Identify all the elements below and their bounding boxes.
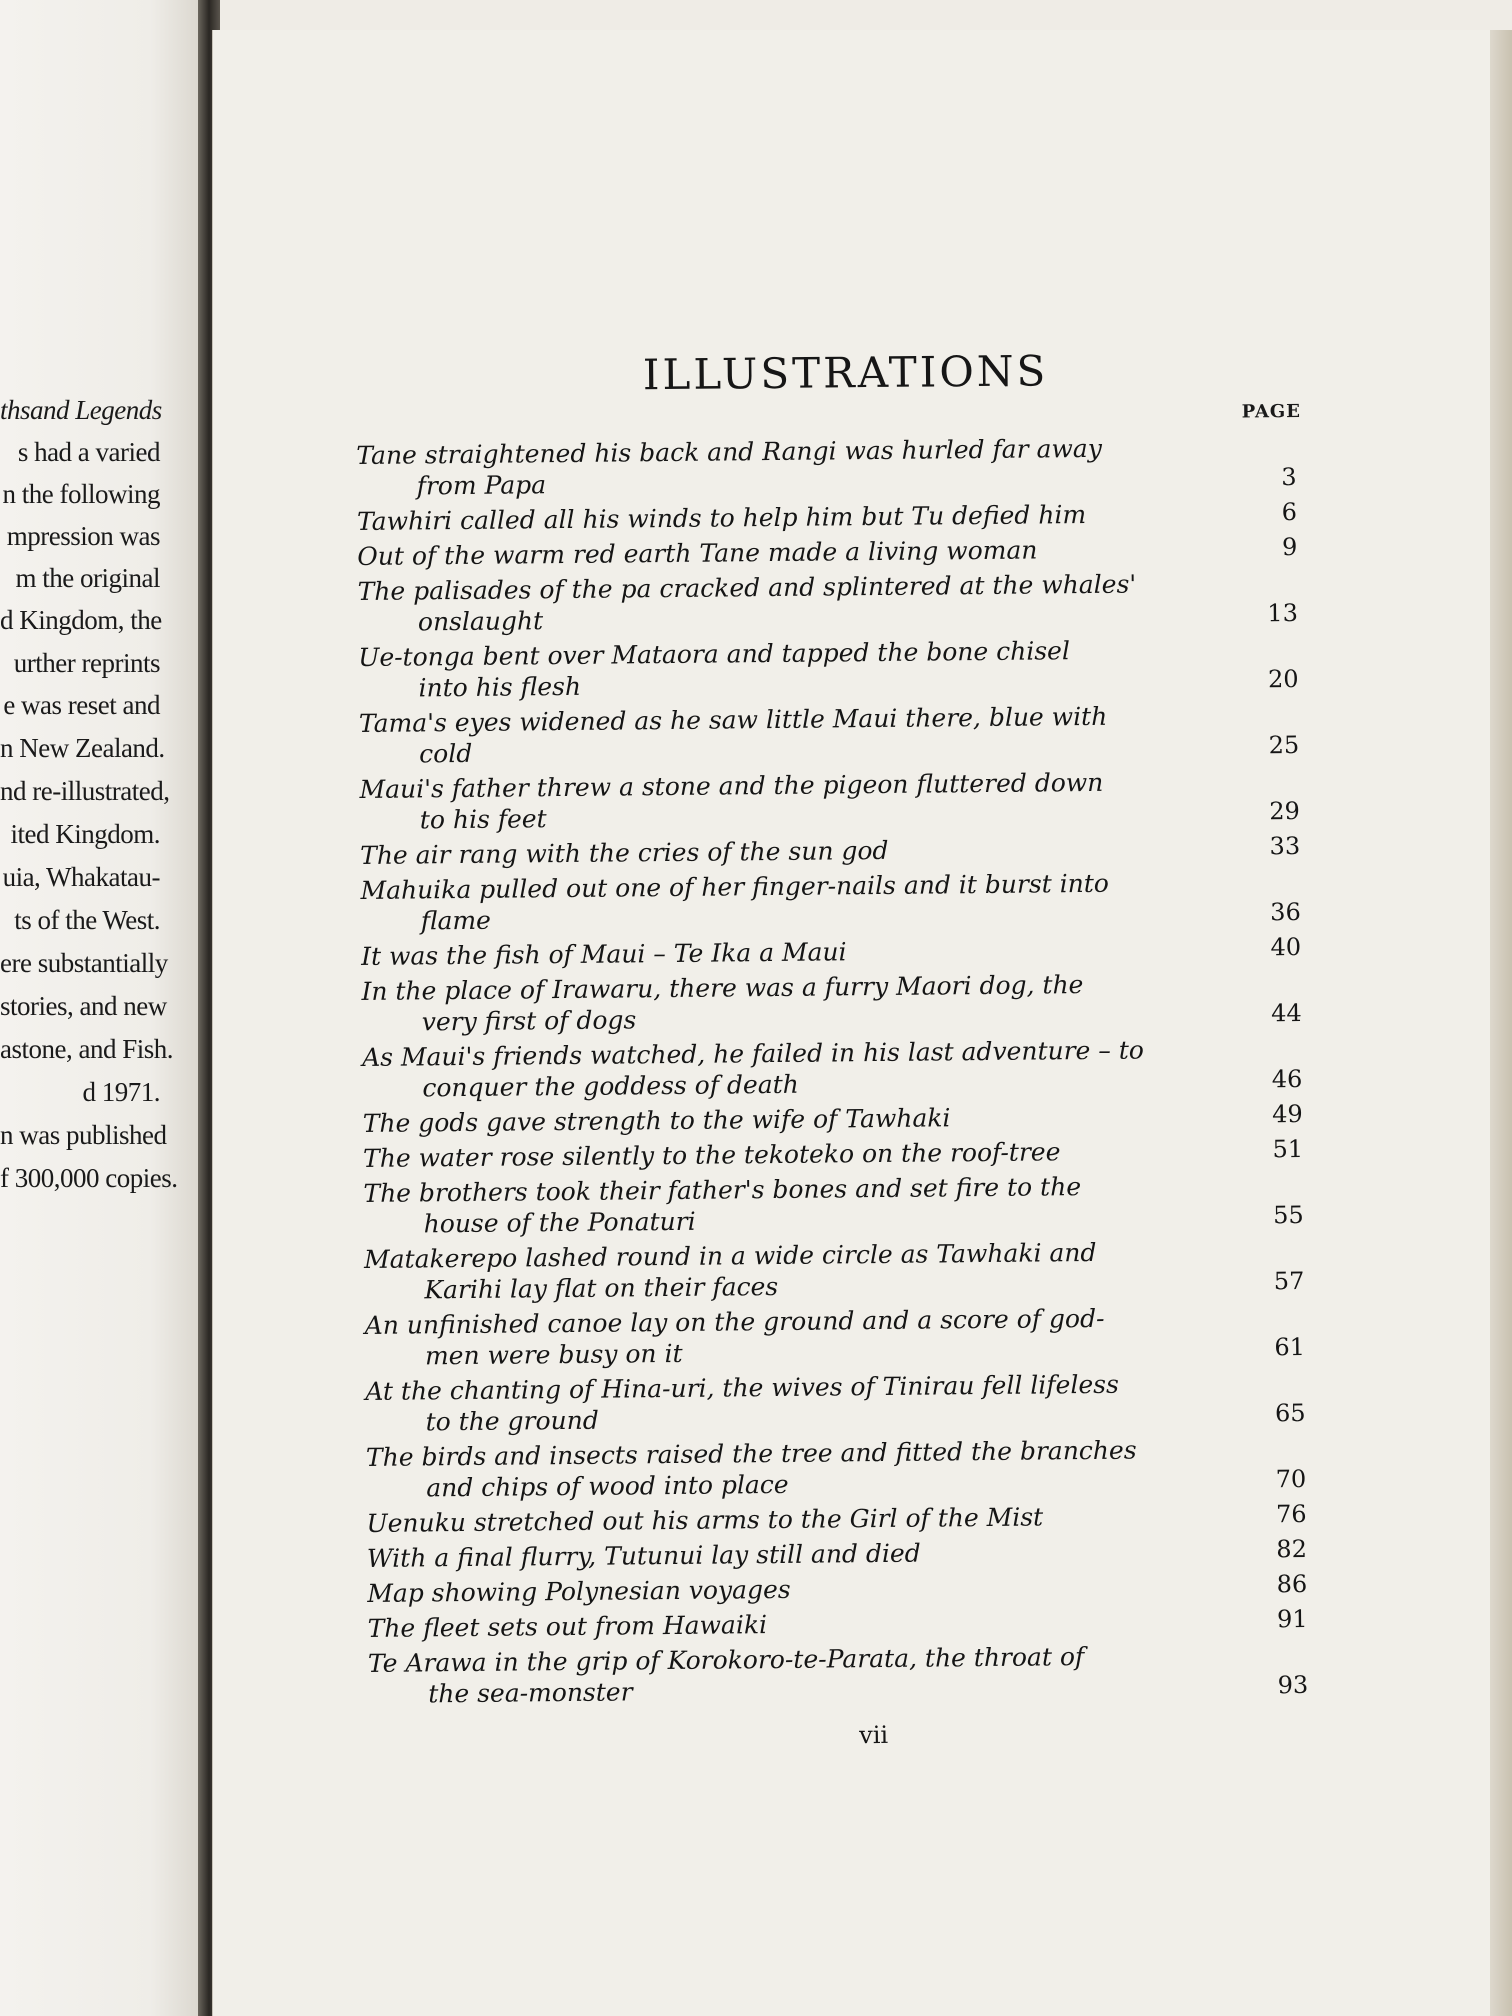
illustration-page-number: 51 [1272, 1134, 1304, 1164]
illustration-page-number: 9 [1281, 532, 1298, 562]
illustration-caption-line: The water rose silently to the tekoteko on the roof-tree [362, 1137, 1061, 1173]
illustration-caption-line: Te Arawa in the grip of Korokoro-te-Parata, the throat of [367, 1642, 1085, 1678]
facing-page-line: s had a varied [17, 437, 160, 467]
illustration-entry [366, 1433, 1307, 1504]
illustration-entry [358, 633, 1299, 704]
illustration-page-number: 46 [1271, 1064, 1303, 1094]
illustration-caption-line: The brothers took their father's bones and set fire to the [363, 1172, 1082, 1208]
illustration-caption-line: The birds and insects raised the tree and fitted the branches [365, 1435, 1137, 1472]
illustration-page-number: 13 [1267, 598, 1299, 628]
page-edge [1490, 30, 1512, 2016]
illustration-caption-line: to his feet [419, 804, 547, 835]
illustration-caption-line: and chips of wood into place [426, 1469, 789, 1503]
illustration-caption-line: In the place of Irawaru, there was a furry Maori dog, the [361, 970, 1084, 1006]
facing-page-line: n was published [0, 1120, 167, 1150]
illustration-caption-line: the sea-monster [428, 1677, 633, 1709]
facing-page-line: uia, Whakatau- [2, 862, 160, 892]
facing-page-line: urther reprints [13, 648, 160, 678]
illustration-caption-line: Ue-tonga bent over Mataora and tapped the bone chisel [358, 636, 1071, 672]
illustration-caption-line: Tawhiri called all his winds to help him but Tu defied him [356, 499, 1087, 536]
illustration-entry [362, 1033, 1303, 1104]
illustration-caption-line: Maui's father threw a stone and the pigeon fluttered down [359, 767, 1104, 804]
illustration-caption-line: The gods gave strength to the wife of Tawhaki [362, 1103, 951, 1138]
facing-page-line: ts of the West. [14, 905, 160, 935]
illustration-caption-line: Uenuku stretched out his arms to the Girl of the Mist [366, 1502, 1044, 1538]
illustration-entry [364, 1235, 1305, 1306]
illustration-caption-line: The palisades of the pa cracked and splintered at the whales' [357, 569, 1137, 606]
illustration-caption-line: The fleet sets out from Hawaiki [367, 1610, 768, 1643]
facing-page-line: n the following [2, 479, 160, 509]
illustration-page-number: 20 [1267, 664, 1299, 694]
illustration-page-number: 55 [1273, 1200, 1304, 1230]
illustration-caption-line: As Maui's friends watched, he failed in his last adventure – to [361, 1035, 1145, 1072]
illustration-entry [359, 765, 1300, 836]
illustration-page-number: 57 [1273, 1266, 1305, 1296]
illustration-page-number: 76 [1275, 1499, 1307, 1529]
illustration-entry [358, 567, 1299, 638]
facing-page-line: ited Kingdom. [10, 819, 160, 849]
illustration-caption-line: Mahuika pulled out one of her finger-nails and it burst into [360, 868, 1110, 905]
illustration-page-number: 91 [1276, 1604, 1308, 1634]
illustration-caption-line: into his flesh [418, 671, 582, 703]
illustration-page-number: 44 [1271, 998, 1302, 1028]
illustration-page-number: 86 [1276, 1569, 1308, 1599]
facing-page-line: e was reset and [3, 690, 160, 720]
illustration-caption-line: At the chanting of Hina-uri, the wives of Tinirau fell lifeless [365, 1369, 1119, 1406]
illustration-caption-line: Out of the warm red earth Tane made a living woman [357, 535, 1038, 571]
facing-page-line: d 1971. [82, 1077, 160, 1107]
page-folio: vii [859, 1720, 889, 1750]
facing-page-line: astone, and Fish. [0, 1034, 173, 1064]
illustration-caption-line: onslaught [417, 606, 544, 637]
facing-page-line: nd re-illustrated, [0, 776, 170, 806]
illustration-entry [359, 699, 1300, 770]
illustration-caption-line: to the ground [425, 1405, 599, 1437]
illustration-page-number: 33 [1269, 831, 1301, 861]
facing-page-left [0, 0, 215, 2016]
illustration-caption-line: With a final flurry, Tutunui lay still and died [366, 1538, 921, 1573]
illustration-page-number: 93 [1277, 1670, 1309, 1700]
illustration-page-number: 6 [1281, 497, 1298, 527]
facing-page-line: d Kingdom, the [0, 605, 162, 635]
illustration-entry [360, 866, 1301, 937]
illustration-page-number: 61 [1274, 1332, 1306, 1362]
illustration-caption-line: It was the fish of Maui – Te Ika a Maui [361, 937, 847, 971]
page-heading: ILLUSTRATIONS [642, 346, 1049, 400]
page-column-label: PAGE [1241, 400, 1302, 423]
facing-page-line: f 300,000 copies. [0, 1163, 178, 1193]
facing-page-line: m the original [15, 563, 160, 593]
illustration-caption-line: Karihi lay flat on their faces [424, 1271, 779, 1305]
illustration-page-number: 29 [1269, 796, 1300, 826]
illustration-caption-line: men were busy on it [424, 1338, 683, 1371]
illustration-caption-line: house of the Ponaturi [423, 1206, 696, 1239]
illustration-entry [361, 967, 1302, 1038]
illustration-caption-line: An unfinished canoe lay on the ground and a score of god- [364, 1303, 1105, 1340]
illustration-entry [356, 431, 1297, 502]
illustration-page-number: 36 [1270, 897, 1301, 927]
illustration-page-number: 3 [1281, 462, 1297, 492]
illustration-page-number: 49 [1272, 1099, 1303, 1129]
illustration-caption-line: The air rang with the cries of the sun god [360, 835, 889, 870]
facing-page-line: thsand Legends [0, 395, 162, 425]
illustration-entry [368, 1639, 1309, 1710]
illustration-caption-line: from Papa [416, 470, 547, 501]
illustration-entry [363, 1169, 1304, 1240]
illustration-caption-line: Tane straightened his back and Rangi was hurled far away [356, 433, 1103, 470]
illustration-caption-line: conquer the goddess of death [422, 1069, 799, 1103]
illustration-page-number: 82 [1276, 1534, 1308, 1564]
illustration-page-number: 25 [1268, 730, 1300, 760]
illustration-page-number: 40 [1270, 932, 1302, 962]
illustration-caption-line: Matakerepo lashed round in a wide circle as Tawhaki and [363, 1237, 1097, 1274]
illustration-entry [365, 1367, 1306, 1438]
illustration-page-number: 65 [1274, 1398, 1306, 1428]
illustration-page-number: 70 [1275, 1464, 1307, 1494]
illustration-caption-line: cold [419, 738, 473, 769]
illustration-caption-line: Tama's eyes widened as he saw little Maui there, blue with [358, 701, 1108, 738]
facing-page-line: stories, and new [0, 991, 167, 1021]
facing-page-line: mpression was [6, 521, 160, 551]
illustration-caption-line: very first of dogs [421, 1005, 637, 1037]
facing-page-line: n New Zealand. [0, 733, 165, 763]
illustration-entry [365, 1301, 1306, 1372]
illustration-caption-line: flame [420, 905, 492, 936]
illustration-caption-line: Map showing Polynesian voyages [367, 1574, 791, 1608]
facing-page-line: ere substantially [0, 948, 168, 978]
